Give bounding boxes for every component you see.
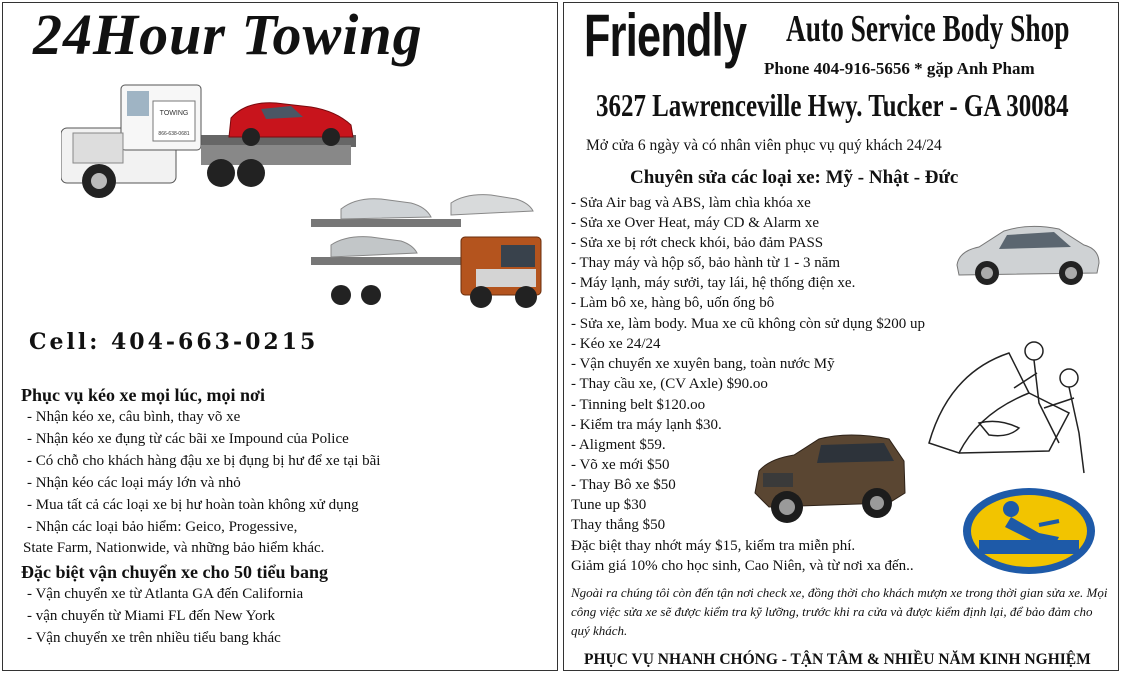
service-item: Tune up $30 [571, 497, 647, 513]
towing-service-item: - Nhận kéo các loại máy lớn và nhỏ [27, 475, 241, 491]
service-item: - Aligment $59. [571, 437, 666, 453]
silver-sedan-image [949, 215, 1104, 291]
car-carrier-image [301, 179, 551, 315]
repair-logo [959, 485, 1099, 577]
truck-door-phone: 866-638-0681 [158, 131, 190, 137]
service-item: - Vận chuyển xe xuyên bang, toàn nước Mỹ [571, 356, 835, 372]
service-item: - Máy lạnh, máy sưởi, tay lái, hệ thống điện xe. [571, 275, 856, 291]
truck-door-text: TOWING [159, 110, 189, 117]
service-item: - Tinning belt $120.oo [571, 397, 706, 413]
brand-name: Friendly [584, 2, 747, 69]
towing-flyer [2, 2, 558, 671]
shop-address: 3627 Lawrenceville Hwy. Tucker - GA 30084 [596, 87, 1069, 123]
transport-item: - Vận chuyển xe trên nhiều tiểu bang khác [27, 630, 281, 646]
service-item: - Kiểm tra máy lạnh $30. [571, 417, 722, 433]
service-item: - Sửa xe, làm body. Mua xe cũ không còn sử dụng $200 up [571, 316, 925, 332]
towing-service-item: - Mua tất cả các loại xe bị hư hoàn toàn không xử dụng [27, 497, 359, 513]
service-item: - Thay máy và hộp số, bảo hành từ 1 - 3 năm [571, 255, 841, 271]
service-item: - Làm bô xe, hàng bô, uốn ống bô [571, 295, 775, 311]
body-shop-flyer [563, 2, 1119, 671]
service-item: Đặc biệt thay nhớt máy $15, kiểm tra miễn phí. [571, 538, 856, 554]
shop-name: Auto Service Body Shop [786, 8, 1070, 50]
shop-phone: Phone 404-916-5656 * gặp Anh Pham [764, 59, 1035, 78]
service-note: Ngoài ra chúng tôi còn đến tận nơi check xe, đồng thời cho khách mượn xe trong thời gian sửa xe. Mọi công việc sửa xe sẽ được kiểm tra kỹ lưỡng, trước khi ra cửa và được kiểm định lại, để bảo đảm cho quý khách. [571, 585, 1108, 638]
transport-heading: Đặc biệt vận chuyển xe cho 50 tiểu bang [21, 562, 329, 582]
towing-service-item: State Farm, Nationwide, và những bảo hiểm khác. [23, 540, 325, 556]
towing-service-item: - Nhận các loại bảo hiểm: Geico, Progessive, [27, 519, 298, 535]
specialty-heading: Chuyên sửa các loại xe: Mỹ - Nhật - Đức [630, 167, 959, 188]
service-item: Thay thắng $50 [571, 517, 666, 533]
towing-service-item: - Có chỗ cho khách hàng đậu xe bị đụng bị hư để xe tại bãi [27, 453, 381, 469]
transport-item: - Vận chuyển xe từ Atlanta GA đến California [27, 586, 304, 602]
service-item: - Sửa Air bag và ABS, làm chìa khóa xe [571, 195, 811, 211]
towing-service-item: - Nhận kéo xe đụng từ các bãi xe Impound của Police [27, 431, 349, 447]
transport-item: - vận chuyển từ Miami FL đến New York [27, 608, 275, 624]
service-item: - Thay cầu xe, (CV Axle) $90.oo [571, 376, 768, 392]
towing-service-item: - Nhận kéo xe, câu bình, thay võ xe [27, 409, 241, 425]
towing-title: 24Hour Towing [33, 2, 423, 67]
suv-image [749, 421, 909, 531]
service-item: - Sửa xe bị rớt check khói, bảo đảm PASS [571, 235, 824, 251]
service-item: - Thay Bô xe $50 [571, 477, 676, 493]
open-hours: Mở cửa 6 ngày và có nhân viên phục vụ quý khách 24/24 [586, 137, 942, 154]
mechanic-illustration [919, 333, 1119, 483]
service-item: - Kéo xe 24/24 [571, 336, 661, 352]
slogan: PHỤC VỤ NHANH CHÓNG - TẬN TÂM & NHIỀU NĂM KINH NGHIỆM [584, 651, 1091, 668]
towing-services-heading: Phục vụ kéo xe mọi lúc, mọi nơi [21, 385, 265, 405]
cell-phone: Cell: 404-663-0215 [29, 329, 319, 355]
service-item: Giảm giá 10% cho học sinh, Cao Niên, và từ nơi xa đến.. [571, 558, 914, 574]
service-item: - Võ xe mới $50 [571, 457, 670, 473]
service-item: - Sửa xe Over Heat, máy CD & Alarm xe [571, 215, 820, 231]
